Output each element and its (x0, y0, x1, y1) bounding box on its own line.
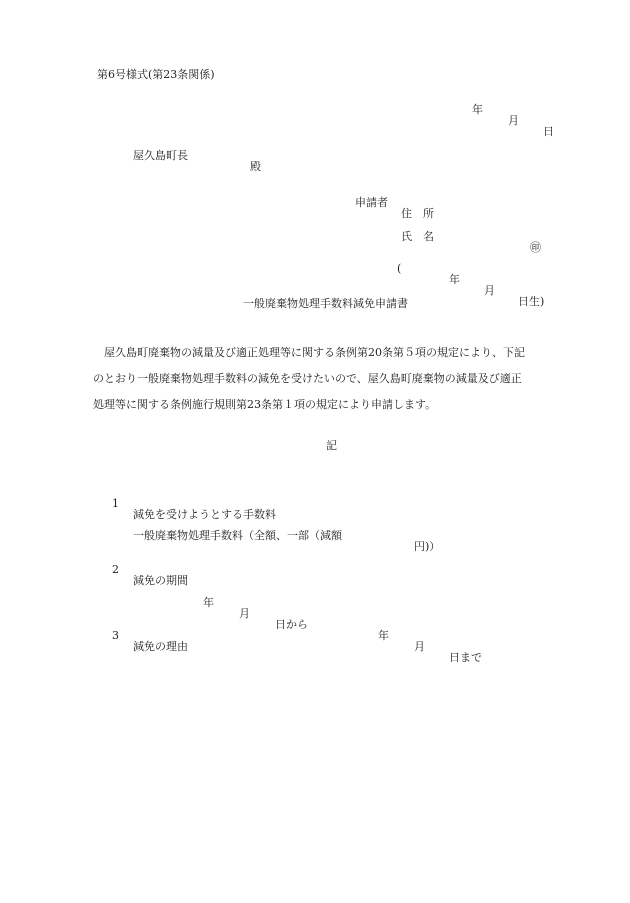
item-label: 減免を受けようとする手数料 (133, 508, 276, 521)
item-number: 2 (112, 563, 119, 576)
period-to-year: 年 (378, 629, 389, 642)
addressee-name: 屋久島町長 (133, 149, 188, 162)
applicant-name-row (0, 220, 541, 254)
item-1 (0, 487, 276, 521)
item-number: 1 (112, 497, 119, 510)
date-year-label: 年 (472, 103, 483, 116)
period-to-day: 日まで (449, 651, 482, 664)
fee-line (0, 519, 441, 553)
form-number-label: 第6号様式(第23条関係) (97, 68, 215, 81)
applicant-label: 申請者 (355, 196, 388, 209)
applicant-address-row (0, 186, 434, 220)
item-number: 3 (112, 629, 119, 642)
document-title: 一般廃棄物処理手数料減免申請書 (243, 297, 408, 310)
body-line: 屋久島町廃棄物の減量及び適正処理等に関する条例第20条第５項の規定により、下記 (93, 346, 525, 359)
period-from-month: 月 (239, 607, 250, 620)
body-paragraph (93, 340, 563, 418)
fee-unit: 円)） (414, 540, 441, 553)
period-to-month: 月 (414, 640, 425, 653)
ki-marker: 記 (326, 439, 337, 452)
addressee-honorific: 殿 (250, 160, 261, 173)
seal-mark: ㊞ (530, 241, 541, 254)
date-day-label: 日 (543, 125, 554, 138)
birth-year-label: 年 (449, 273, 460, 286)
period-from-day: 日から (275, 618, 308, 631)
birth-day-label: 日生) (518, 295, 545, 308)
name-label: 氏 名 (401, 230, 434, 243)
address-label: 住 所 (401, 207, 434, 220)
date-month-label: 月 (508, 114, 519, 127)
body-line: のとおり一般廃棄物処理手数料の減免を受けたいので、屋久島町廃棄物の減量及び適正 (93, 372, 522, 385)
addressee (0, 139, 261, 173)
birth-open-paren: ( (397, 262, 402, 275)
item-label: 減免の期間 (133, 574, 188, 587)
item-label: 減免の理由 (133, 640, 188, 653)
body-line: 処理等に関する条例施行規則第23条第１項の規定により申請します。 (93, 398, 437, 411)
item-2 (0, 553, 188, 587)
birth-month-label: 月 (484, 284, 495, 297)
item-3 (0, 619, 188, 653)
submission-date (0, 93, 554, 138)
period-from-year: 年 (203, 596, 214, 609)
fee-text: 一般廃棄物処理手数料（全額、一部（減額 (133, 529, 342, 542)
